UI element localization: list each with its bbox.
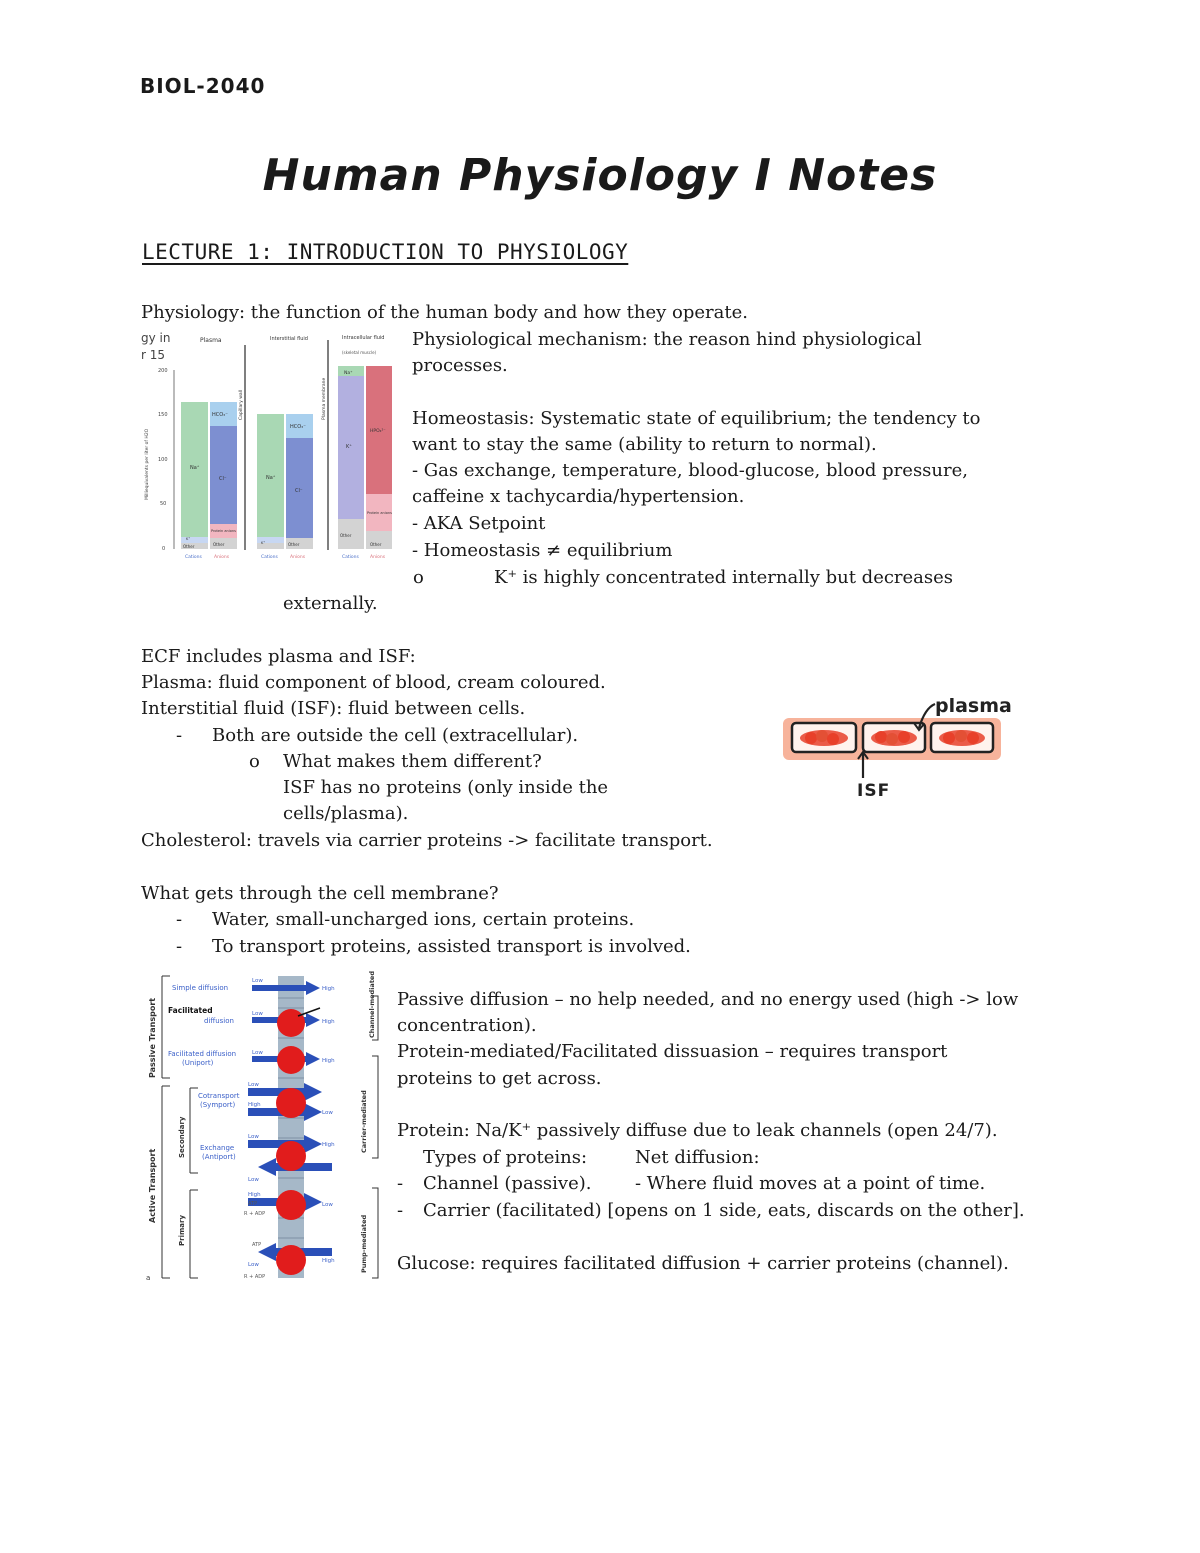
icf-other-anion-label: Other <box>370 542 382 547</box>
pump-low-label-2: Low <box>248 1262 259 1268</box>
tick-200: 200 <box>158 368 168 374</box>
carrier-protein-2 <box>276 1088 306 1118</box>
facilitated-uniport-label-1: Facilitated diffusion <box>168 1050 237 1058</box>
net-diffusion-header: Net diffusion: <box>635 1147 760 1168</box>
corner-a-label: a <box>146 1274 151 1282</box>
protein-mediated-line-2: proteins to get across. <box>397 1068 602 1089</box>
sub-bullet-marker: o <box>413 567 424 588</box>
carrier-protein-1 <box>277 1046 305 1074</box>
icf-anions-label: Anions <box>370 555 386 560</box>
plasma-line: Plasma: fluid component of blood, cream coloured. <box>141 672 606 693</box>
facilitated-label: Facilitated <box>168 1006 213 1015</box>
primary-label: Primary <box>178 1214 186 1246</box>
passive-transport-label: Passive Transport <box>148 997 157 1078</box>
isf-no-proteins-line-1: ISF has no proteins (only inside the <box>283 777 609 798</box>
icf-protein-label: Protein anions <box>367 511 392 515</box>
uniport-high-label: High <box>322 1058 335 1064</box>
pump-low-label: Low <box>322 1202 333 1208</box>
uniport-low-label: Low <box>252 1050 263 1056</box>
what-different-line: What makes them different? <box>283 751 542 772</box>
facilitated-low-label: Low <box>252 1011 263 1017</box>
membrane-item-2: To transport proteins, assisted transport is involved. <box>212 936 691 957</box>
both-outside-line: Both are outside the cell (extracellular). <box>212 725 579 746</box>
passive-diffusion-line-2: concentration). <box>397 1015 537 1036</box>
plasma-label: plasma <box>935 695 1012 717</box>
dash-marker-1: - <box>176 909 183 930</box>
antiport-low-label-2: Low <box>248 1177 259 1183</box>
exchange-label-2: (Antiport) <box>202 1153 236 1161</box>
col-interstitial: Interstitial fluid <box>270 336 308 342</box>
physiology-definition: Physiology: the function of the human body and how they operate. <box>141 302 748 323</box>
isf-other-label: Other <box>288 542 300 547</box>
channel-mediated-label: Channel-mediated <box>368 971 376 1038</box>
plasma-isf-figure <box>775 690 1025 800</box>
isf-na-label: Na⁺ <box>266 475 276 481</box>
pump-protein-2 <box>276 1245 306 1275</box>
course-code: BIOL-2040 <box>140 74 266 98</box>
where-fluid-item: - Where fluid moves at a point of time. <box>635 1173 986 1194</box>
plasma-protein-label: Protein anions <box>211 529 236 533</box>
lecture-heading: LECTURE 1: INTRODUCTION TO PHYSIOLOGY <box>142 240 629 264</box>
plasma-k-label: K⁺ <box>186 537 191 541</box>
cotransport-label-2: (Symport) <box>200 1101 236 1109</box>
isf-no-proteins-line-2: cells/plasma). <box>283 803 409 824</box>
carrier-item: Carrier (facilitated) [opens on 1 side, eats, discards on the other]. <box>423 1200 1025 1221</box>
isf-anions-label: Anions <box>290 555 306 560</box>
simple-high-label: High <box>322 986 335 992</box>
carrier-protein-3 <box>276 1141 306 1171</box>
tick-150: 150 <box>158 412 168 418</box>
symport-low-label: Low <box>248 1082 259 1088</box>
cholesterol-line: Cholesterol: travels via carrier proteins -> facilitate transport. <box>141 830 713 851</box>
icf-other-label: Other <box>340 533 352 538</box>
icf-hpo4-label: HPO₄²⁻ <box>370 429 386 434</box>
plasma-hco3-label: HCO₃⁻ <box>212 412 228 418</box>
pump-high-label-2: High <box>322 1258 335 1264</box>
mechanism-line-1: Physiological mechanism: the reason hind physiological <box>412 329 922 350</box>
ecf-line: ECF includes plasma and ISF: <box>141 646 416 667</box>
protein-na-k-line: Protein: Na/K⁺ passively diffuse due to leak channels (open 24/7). <box>397 1120 998 1141</box>
isf-line: Interstitial fluid (ISF): fluid between cells. <box>141 698 526 719</box>
plasma-membrane-label: Plasma membrane <box>322 377 327 420</box>
bullet-gas-line-1: - Gas exchange, temperature, blood-glucose, blood pressure, <box>412 460 968 481</box>
homeostasis-line-1: Homeostasis: Systematic state of equilibrium; the tendency to <box>412 408 981 429</box>
bullet-gas-line-2: caffeine x tachycardia/hypertension. <box>412 486 745 507</box>
plasma-cl-bar <box>210 426 237 524</box>
icf-na-label: Na⁺ <box>344 371 353 376</box>
plasma-cl-label: Cl⁻ <box>219 476 227 482</box>
diffusion-label: diffusion <box>204 1017 234 1025</box>
icf-k-label: K⁺ <box>346 444 352 450</box>
col-plasma: Plasma <box>200 337 222 344</box>
pump-high-label: High <box>248 1192 261 1198</box>
antiport-low-label: Low <box>248 1134 259 1140</box>
dash-marker-channel: - <box>397 1173 404 1194</box>
isf-cations-label: Cations <box>261 555 278 560</box>
cell-left <box>792 723 856 752</box>
pump-atp-label-2: ATP <box>252 1242 262 1248</box>
dash-marker-2: - <box>176 936 183 957</box>
dash-marker-carrier: - <box>397 1200 404 1221</box>
facilitated-uniport-label-2: (Uniport) <box>182 1059 214 1067</box>
col-intracellular: Intracellular fluid <box>342 335 385 341</box>
facilitated-high-label: High <box>322 1019 335 1025</box>
simple-diffusion-label: Simple diffusion <box>172 984 229 992</box>
pump-mediated-label: Pump-mediated <box>360 1214 368 1273</box>
symport-high-label: High <box>248 1102 261 1108</box>
membrane-item-1: Water, small-uncharged ions, certain proteins. <box>212 909 635 930</box>
channel-item: Channel (passive). <box>423 1173 592 1194</box>
active-transport-label: Active Transport <box>148 1148 157 1223</box>
icf-cations-label: Cations <box>342 555 359 560</box>
pump-adp-label: R + ADP <box>244 1211 266 1217</box>
simple-low-label: Low <box>252 978 263 984</box>
dash-marker: - <box>176 725 183 746</box>
potassium-line-2: externally. <box>283 593 378 614</box>
exchange-label-1: Exchange <box>200 1144 235 1152</box>
potassium-line-1: K⁺ is highly concentrated internally but decreases <box>494 567 954 588</box>
plasma-cations-label: Cations <box>185 555 202 560</box>
types-of-proteins-header: Types of proteins: <box>423 1147 588 1168</box>
channel-protein-1 <box>277 1009 305 1037</box>
bullet-aka-setpoint: - AKA Setpoint <box>412 513 546 534</box>
isf-cl-label: Cl⁻ <box>295 488 303 494</box>
crop-text-2: r 15 <box>141 348 166 362</box>
glucose-line: Glucose: requires facilitated diffusion + carrier proteins (channel). <box>397 1253 1009 1274</box>
cell-middle <box>863 723 925 752</box>
y-axis-label: Milliequivalents per liter of H2O <box>145 428 150 500</box>
passive-diffusion-line-1: Passive diffusion – no help needed, and no energy used (high -> low <box>397 989 1019 1010</box>
plasma-other-label: Other <box>183 544 195 549</box>
isf-hco3-label: HCO₃⁻ <box>290 424 306 430</box>
ion-composition-figure <box>140 330 395 562</box>
mechanism-line-2: processes. <box>412 355 508 376</box>
pump-atp-label: ATP <box>248 1201 258 1207</box>
membrane-question: What gets through the cell membrane? <box>141 883 499 904</box>
plasma-anions-label: Anions <box>214 555 230 560</box>
o-marker: o <box>249 751 260 772</box>
carrier-mediated-label: Carrier-mediated <box>360 1090 368 1153</box>
pump-adp-label-2: R + ADP <box>244 1274 266 1280</box>
protein-mediated-line-1: Protein-mediated/Facilitated dissuasion – requires transport <box>397 1041 948 1062</box>
crop-text-1: gy in <box>141 331 171 345</box>
capillary-wall-label: Capillary wall <box>239 389 244 420</box>
page-title: Human Physiology I Notes <box>262 150 938 201</box>
col-intracellular-sub: (skeletal muscle) <box>342 350 377 355</box>
symport-low-label-2: Low <box>322 1110 333 1116</box>
tick-100: 100 <box>158 457 168 463</box>
cotransport-label-1: Cotransport <box>198 1092 240 1100</box>
bullet-homeostasis-neq: - Homeostasis ≠ equilibrium <box>412 540 673 561</box>
isf-k-label: K⁺ <box>261 541 266 545</box>
tick-0: 0 <box>162 546 166 552</box>
secondary-label: Secondary <box>178 1116 186 1158</box>
tick-50: 50 <box>160 501 167 507</box>
antiport-high-label: High <box>322 1142 335 1148</box>
isf-label: ISF <box>857 781 891 800</box>
membrane-transport-figure <box>140 968 385 1286</box>
plasma-na-label: Na⁺ <box>190 465 200 471</box>
pump-protein-1 <box>276 1190 306 1220</box>
homeostasis-line-2: want to stay the same (ability to return to normal). <box>412 434 877 455</box>
cell-right <box>931 723 993 752</box>
plasma-other-anion-label: Other <box>213 542 225 547</box>
